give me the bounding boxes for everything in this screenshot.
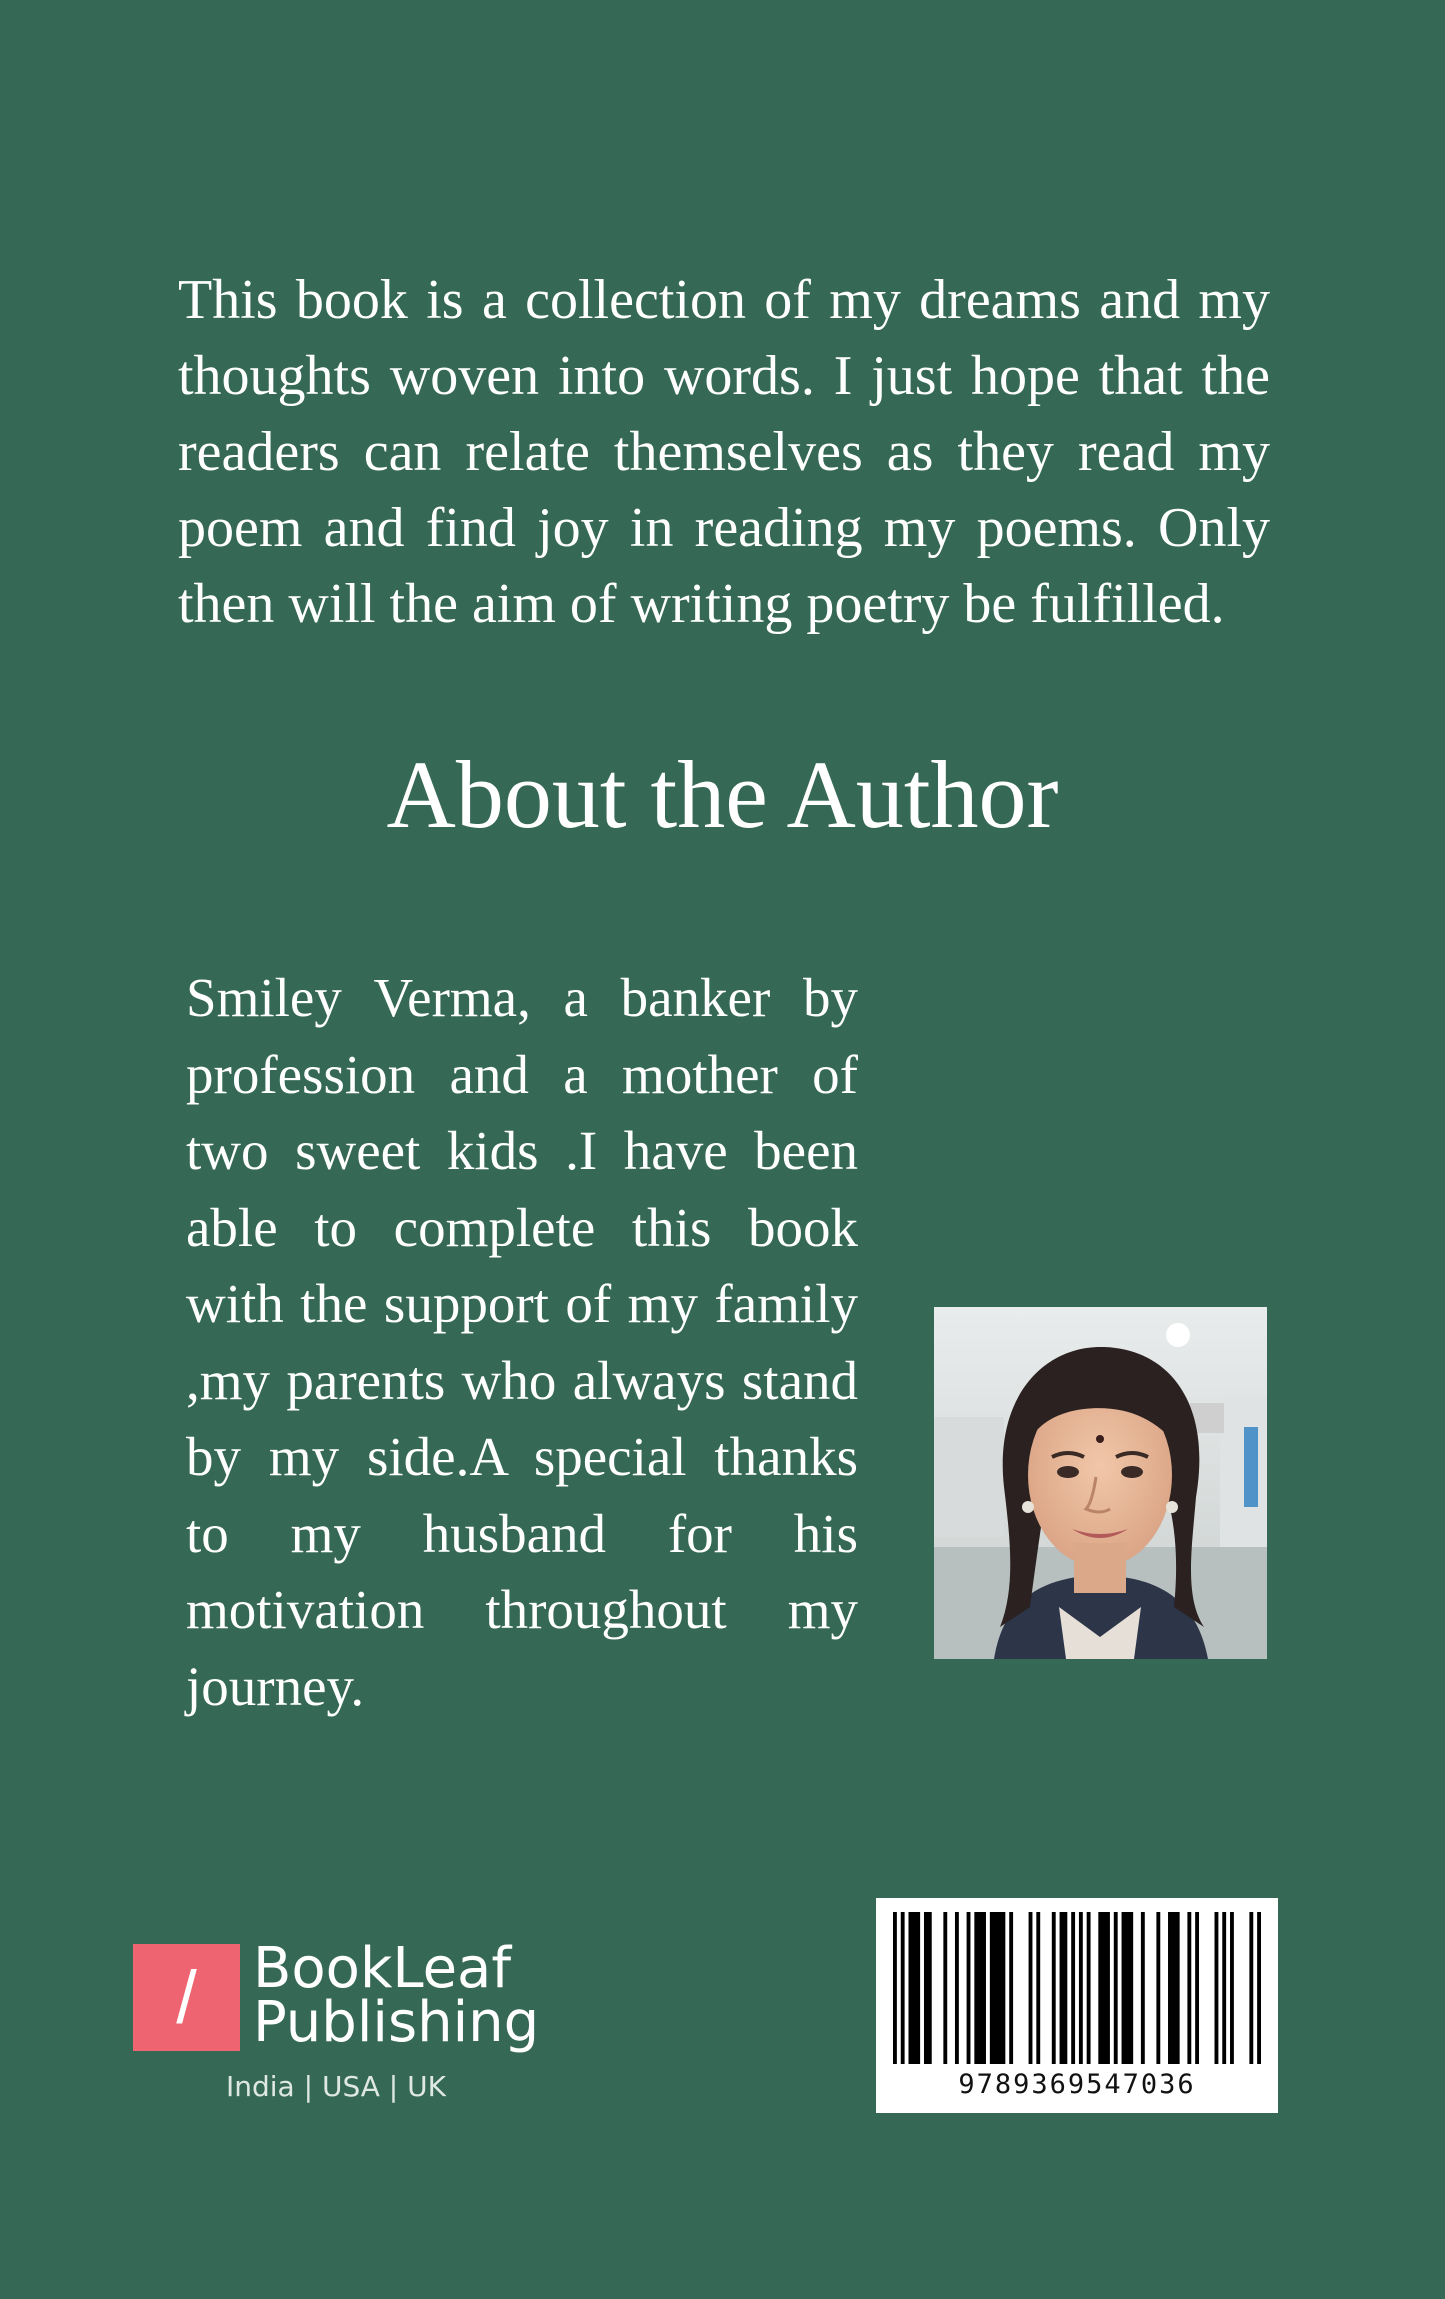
barcode-bar [1156, 1912, 1160, 2064]
barcode-bar [967, 1912, 971, 2064]
barcode-bar [1222, 1912, 1226, 2064]
barcode-bar [901, 1912, 905, 2064]
barcode-bar [1079, 1912, 1083, 2064]
barcode-bar [1187, 1912, 1191, 2064]
publisher-name-line1: BookLeaf [253, 1936, 512, 2001]
isbn-barcode [876, 1898, 1278, 2113]
publisher-name-line2: Publishing [253, 1990, 540, 2055]
barcode-bar [1141, 1912, 1145, 2064]
barcode-bar [1009, 1912, 1013, 2064]
barcode-bar [1071, 1912, 1075, 2064]
isbn-number: 9789369547036 [958, 2069, 1196, 2100]
barcode-bar [1098, 1912, 1110, 2064]
barcode-bar [955, 1912, 959, 2064]
barcode-bar [1060, 1912, 1068, 2064]
publisher-logo [133, 1936, 540, 2114]
book-blurb: This book is a collection of my dreams and my thoughts woven into words. I just hope that the readers can relate themselves as they read my poem and find joy in reading my poems. Only then will the aim of writing poetry be fulfilled. [178, 269, 1270, 635]
author-photo [934, 1307, 1267, 1659]
barcode-bar [893, 1912, 897, 2064]
about-author-heading: About the Author [386, 741, 1059, 848]
barcode-bar [1215, 1912, 1219, 2064]
barcode-bar [908, 1912, 920, 2064]
barcode-bar [1087, 1912, 1091, 2064]
barcode-bar [1029, 1912, 1033, 2064]
barcode-bar [990, 1912, 1005, 2064]
barcode-bar [1114, 1912, 1118, 2064]
barcode-bar [1195, 1912, 1199, 2064]
publisher-regions: India | USA | UK [226, 2070, 446, 2103]
barcode-bar [924, 1912, 932, 2064]
barcode-bar [1036, 1912, 1040, 2064]
barcode-bars [893, 1912, 1261, 2064]
barcode-bar [1122, 1912, 1134, 2064]
barcode-bar [1052, 1912, 1056, 2064]
author-bio: Smiley Verma, a banker by profession and a mother of two sweet kids .I have been able to complete this book with the support of my family ,my parents who always stand by my side.A special thanks to my husband for his motivation throughout my journey. [186, 967, 858, 1717]
barcode-bar [943, 1912, 947, 2064]
barcode-bar [1168, 1912, 1180, 2064]
barcode-bar [1249, 1912, 1253, 2064]
barcode-bar [1257, 1912, 1261, 2064]
publisher-logo-mark: / [133, 1944, 240, 2051]
barcode-bar [1230, 1912, 1234, 2064]
barcode-bar [974, 1912, 986, 2064]
